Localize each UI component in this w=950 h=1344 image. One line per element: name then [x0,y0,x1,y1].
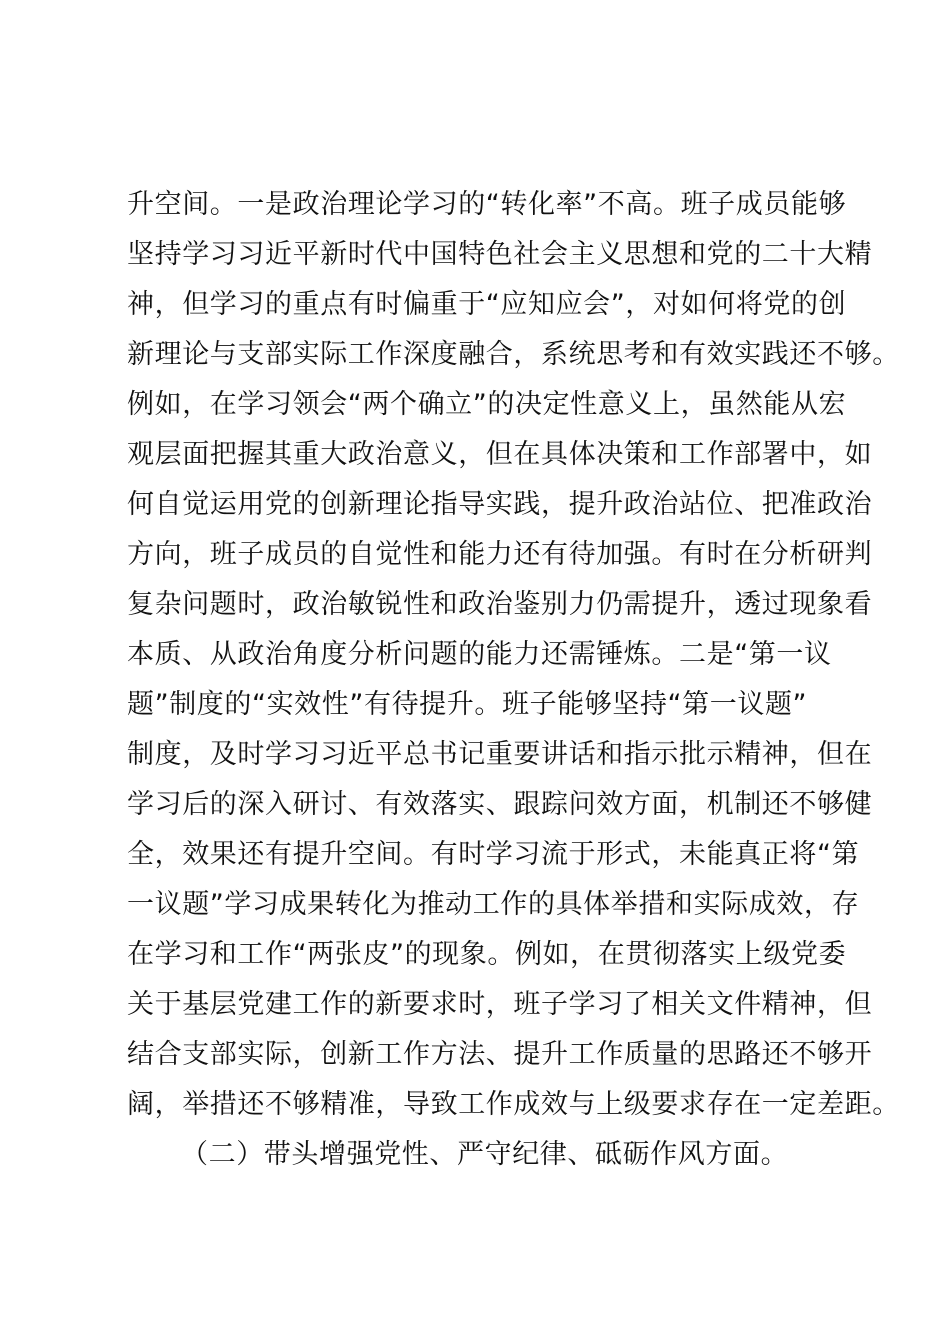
text-line: 制度，及时学习习近平总书记重要讲话和指示批示精神，但在 [127,739,873,770]
text-line: 关于基层党建工作的新要求时，班子学习了相关文件精神，但 [127,989,873,1020]
text-line: 本质、从政治角度分析问题的能力还需锤炼。二是“第一议 [127,639,832,670]
text-line: 题”制度的“实效性”有待提升。班子能够坚持“第一议题” [127,689,808,720]
text-line: 何自觉运用党的创新理论指导实践，提升政治站位、把准政治 [127,489,873,520]
text-line: 方向，班子成员的自觉性和能力还有待加强。有时在分析研判 [127,539,873,570]
text-line: 复杂问题时，政治敏锐性和政治鉴别力仍需提升，透过现象看 [127,589,873,620]
text-line: 新理论与支部实际工作深度融合，系统思考和有效实践还不够。 [127,339,900,370]
text-line: 观层面把握其重大政治意义，但在具体决策和工作部署中，如 [127,439,873,470]
text-line: 神，但学习的重点有时偏重于“应知应会”，对如何将党的创 [127,289,847,320]
text-line: 学习后的深入研讨、有效落实、跟踪问效方面，机制还不够健 [127,789,873,820]
text-line: 例如，在学习领会“两个确立”的决定性意义上，虽然能从宏 [127,389,847,420]
text-line: 结合支部实际，创新工作方法、提升工作质量的思路还不够开 [127,1039,873,1070]
text-line: 坚持学习习近平新时代中国特色社会主义思想和党的二十大精 [127,239,873,270]
text-line: 升空间。一是政治理论学习的“转化率”不高。班子成员能够 [127,189,847,220]
section-heading: （二）带头增强党性、严守纪律、砥砺作风方面。 [181,1139,789,1170]
text-line: 一议题”学习成果转化为推动工作的具体举措和实际成效，存 [127,889,860,920]
text-line: 全，效果还有提升空间。有时学习流于形式，未能真正将“第 [127,839,860,870]
text-line: 阔，举措还不够精准，导致工作成效与上级要求存在一定差距。 [127,1089,900,1120]
text-line: 在学习和工作“两张皮”的现象。例如，在贯彻落实上级党委 [127,939,847,970]
